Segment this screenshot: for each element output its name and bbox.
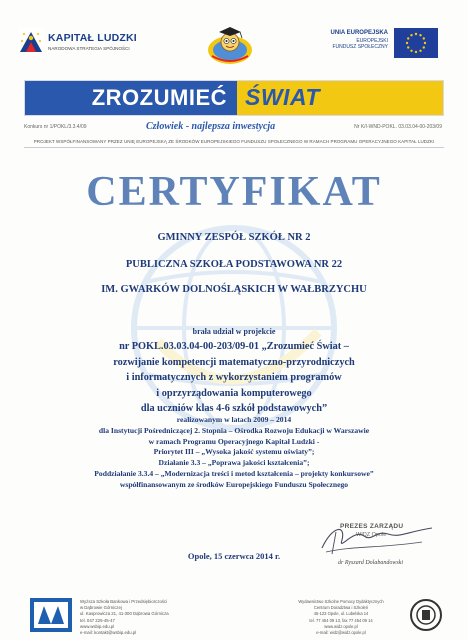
project-line: i oprzyrządowania komputerowego bbox=[156, 387, 312, 399]
kapital-ludzki-icon bbox=[18, 28, 44, 54]
footer-right-info: Wydawnictwo Szkolne Pomocy Dydaktycznych Centrum Doradztwa i Szkoleń 45-123 Opole, ul. Lubelska 14 tel. 77 454 09 13, fax 77 454 09 14 www.widz.opole.pl e-mail: widz@widz.opole.pl bbox=[298, 599, 384, 636]
implementation-line: współfinansowanym ze środków Europejskiego Funduszu Społecznego bbox=[119, 479, 349, 489]
eu-star-icon bbox=[423, 46, 425, 48]
school-line-3: IM. GWARKÓW DOLNOŚLĄSKICH W WAŁBRZYCHU bbox=[101, 284, 367, 295]
implementation-line: Poddziałanie 3.3.4 – „Modernizacja treści i metod kształcenia – projekty konkursowe” bbox=[94, 468, 374, 478]
implementation-line: realizowanym w latach 2009 – 2014 bbox=[176, 415, 292, 424]
implementation-line: Działanie 3.3 – „Poprawa jakości kształcenia”; bbox=[158, 458, 310, 468]
eu-star-icon bbox=[410, 50, 412, 52]
footer-left-info: Wyższa Szkoła Bankowa i Przedsiębiorczości w Dąbrowie Górniczej ul. Kasprowicza 21, 41-300 Dąbrowa Górnicza tel. 047 225-45-47 www.wsbip.edu.pl e-mail: kontakt@wsbip.edu.pl bbox=[80, 599, 169, 636]
project-line: dla uczniów klas 4-6 szkół podstawowych” bbox=[140, 403, 328, 414]
eu-star-icon bbox=[407, 37, 409, 39]
eu-star-icon bbox=[419, 50, 421, 52]
cofinance-notice: PROJEKT WSPÓŁFINANSOWANY PRZEZ UNIĘ EUROPEJSKĄ ZE ŚRODKÓW EUROPEJSKIEGO FUNDUSZU SPOŁECZNEGO W RAMACH PROGRAMU OPERACYJNEGO KAPITAŁ LUDZKI bbox=[33, 139, 435, 144]
implementation-line: dla Instytucji Pośredniczącej 2. Stopnia – Ośrodka Rozwoju Edukacji w Warszawie bbox=[98, 425, 370, 435]
motto-row bbox=[24, 121, 444, 135]
certificate-title: CERTYFIKAT bbox=[86, 169, 382, 215]
eu-star-icon bbox=[423, 37, 425, 39]
implementation-line: w ramach Programu Operacyjnego Kapitał Ludzki - bbox=[148, 436, 320, 446]
implementation-line: Priorytet III – „Wysoka jakość systemu oświaty”; bbox=[153, 447, 315, 457]
project-number: Nr K/I-WND-POKL. 03.03.04-00-203/09 bbox=[354, 124, 442, 130]
eu-flag-icon bbox=[394, 28, 438, 58]
kapital-ludzki-title: KAPITAŁ LUDZKI bbox=[48, 32, 137, 44]
kapital-ludzki-subtitle: NARODOWA STRATEGIA SPÓJNOŚCI bbox=[48, 46, 130, 51]
banner-word-1: ZROZUMIEĆ bbox=[91, 85, 227, 110]
project-mascot-icon bbox=[204, 20, 256, 68]
banner-word-2: ŚWIAT bbox=[245, 84, 320, 110]
eu-star-icon bbox=[415, 51, 417, 53]
project-line: rozwijanie kompetencji matematyczno-przyrodniczych bbox=[113, 356, 355, 368]
project-line: nr POKL.03.03.04-00-203/09-01 „Zrozumieć Świat – bbox=[119, 341, 349, 352]
school-line-2: PUBLICZNA SZKOŁA PODSTAWOWA NR 22 bbox=[125, 259, 343, 270]
eu-star-icon bbox=[419, 34, 421, 36]
project-line: i informatycznych z wykorzystaniem programów bbox=[126, 372, 342, 383]
project-banner bbox=[24, 80, 444, 116]
eu-fund-line1: EUROPEJSKI bbox=[356, 38, 388, 44]
eu-star-icon bbox=[407, 46, 409, 48]
eu-logo bbox=[322, 26, 452, 62]
kapital-ludzki-logo bbox=[18, 26, 158, 62]
signer-name: dr Ryszard Dolabandowski bbox=[338, 560, 404, 566]
motto: Człowiek - najlepsza inwestycja bbox=[146, 121, 276, 132]
project-description bbox=[0, 339, 468, 417]
eu-star-icon bbox=[406, 42, 408, 44]
place-and-date: Opole, 15 czerwca 2014 r. bbox=[187, 551, 281, 561]
took-part-text: brała udział w projekcie bbox=[192, 327, 276, 336]
eu-star-icon bbox=[424, 42, 426, 44]
eu-star-icon bbox=[415, 33, 417, 35]
header-divider bbox=[24, 147, 444, 148]
contest-number: Konkurs nr 1/POKL/3.3.4/09 bbox=[24, 124, 87, 130]
stamp-title: PREZES ZARZĄDU bbox=[340, 523, 404, 530]
school-line-1: GMINNY ZESPÓŁ SZKÓŁ NR 2 bbox=[157, 232, 311, 243]
implementation-details bbox=[0, 415, 468, 491]
wsbip-logo-icon bbox=[30, 598, 72, 632]
widz-logo-icon bbox=[408, 598, 444, 632]
eu-fund-line2: FUNDUSZ SPOŁECZNY bbox=[332, 44, 388, 50]
stamp-company: WIDZ Opole bbox=[356, 532, 387, 538]
eu-title: UNIA EUROPEJSKA bbox=[330, 30, 388, 36]
eu-star-icon bbox=[410, 34, 412, 36]
